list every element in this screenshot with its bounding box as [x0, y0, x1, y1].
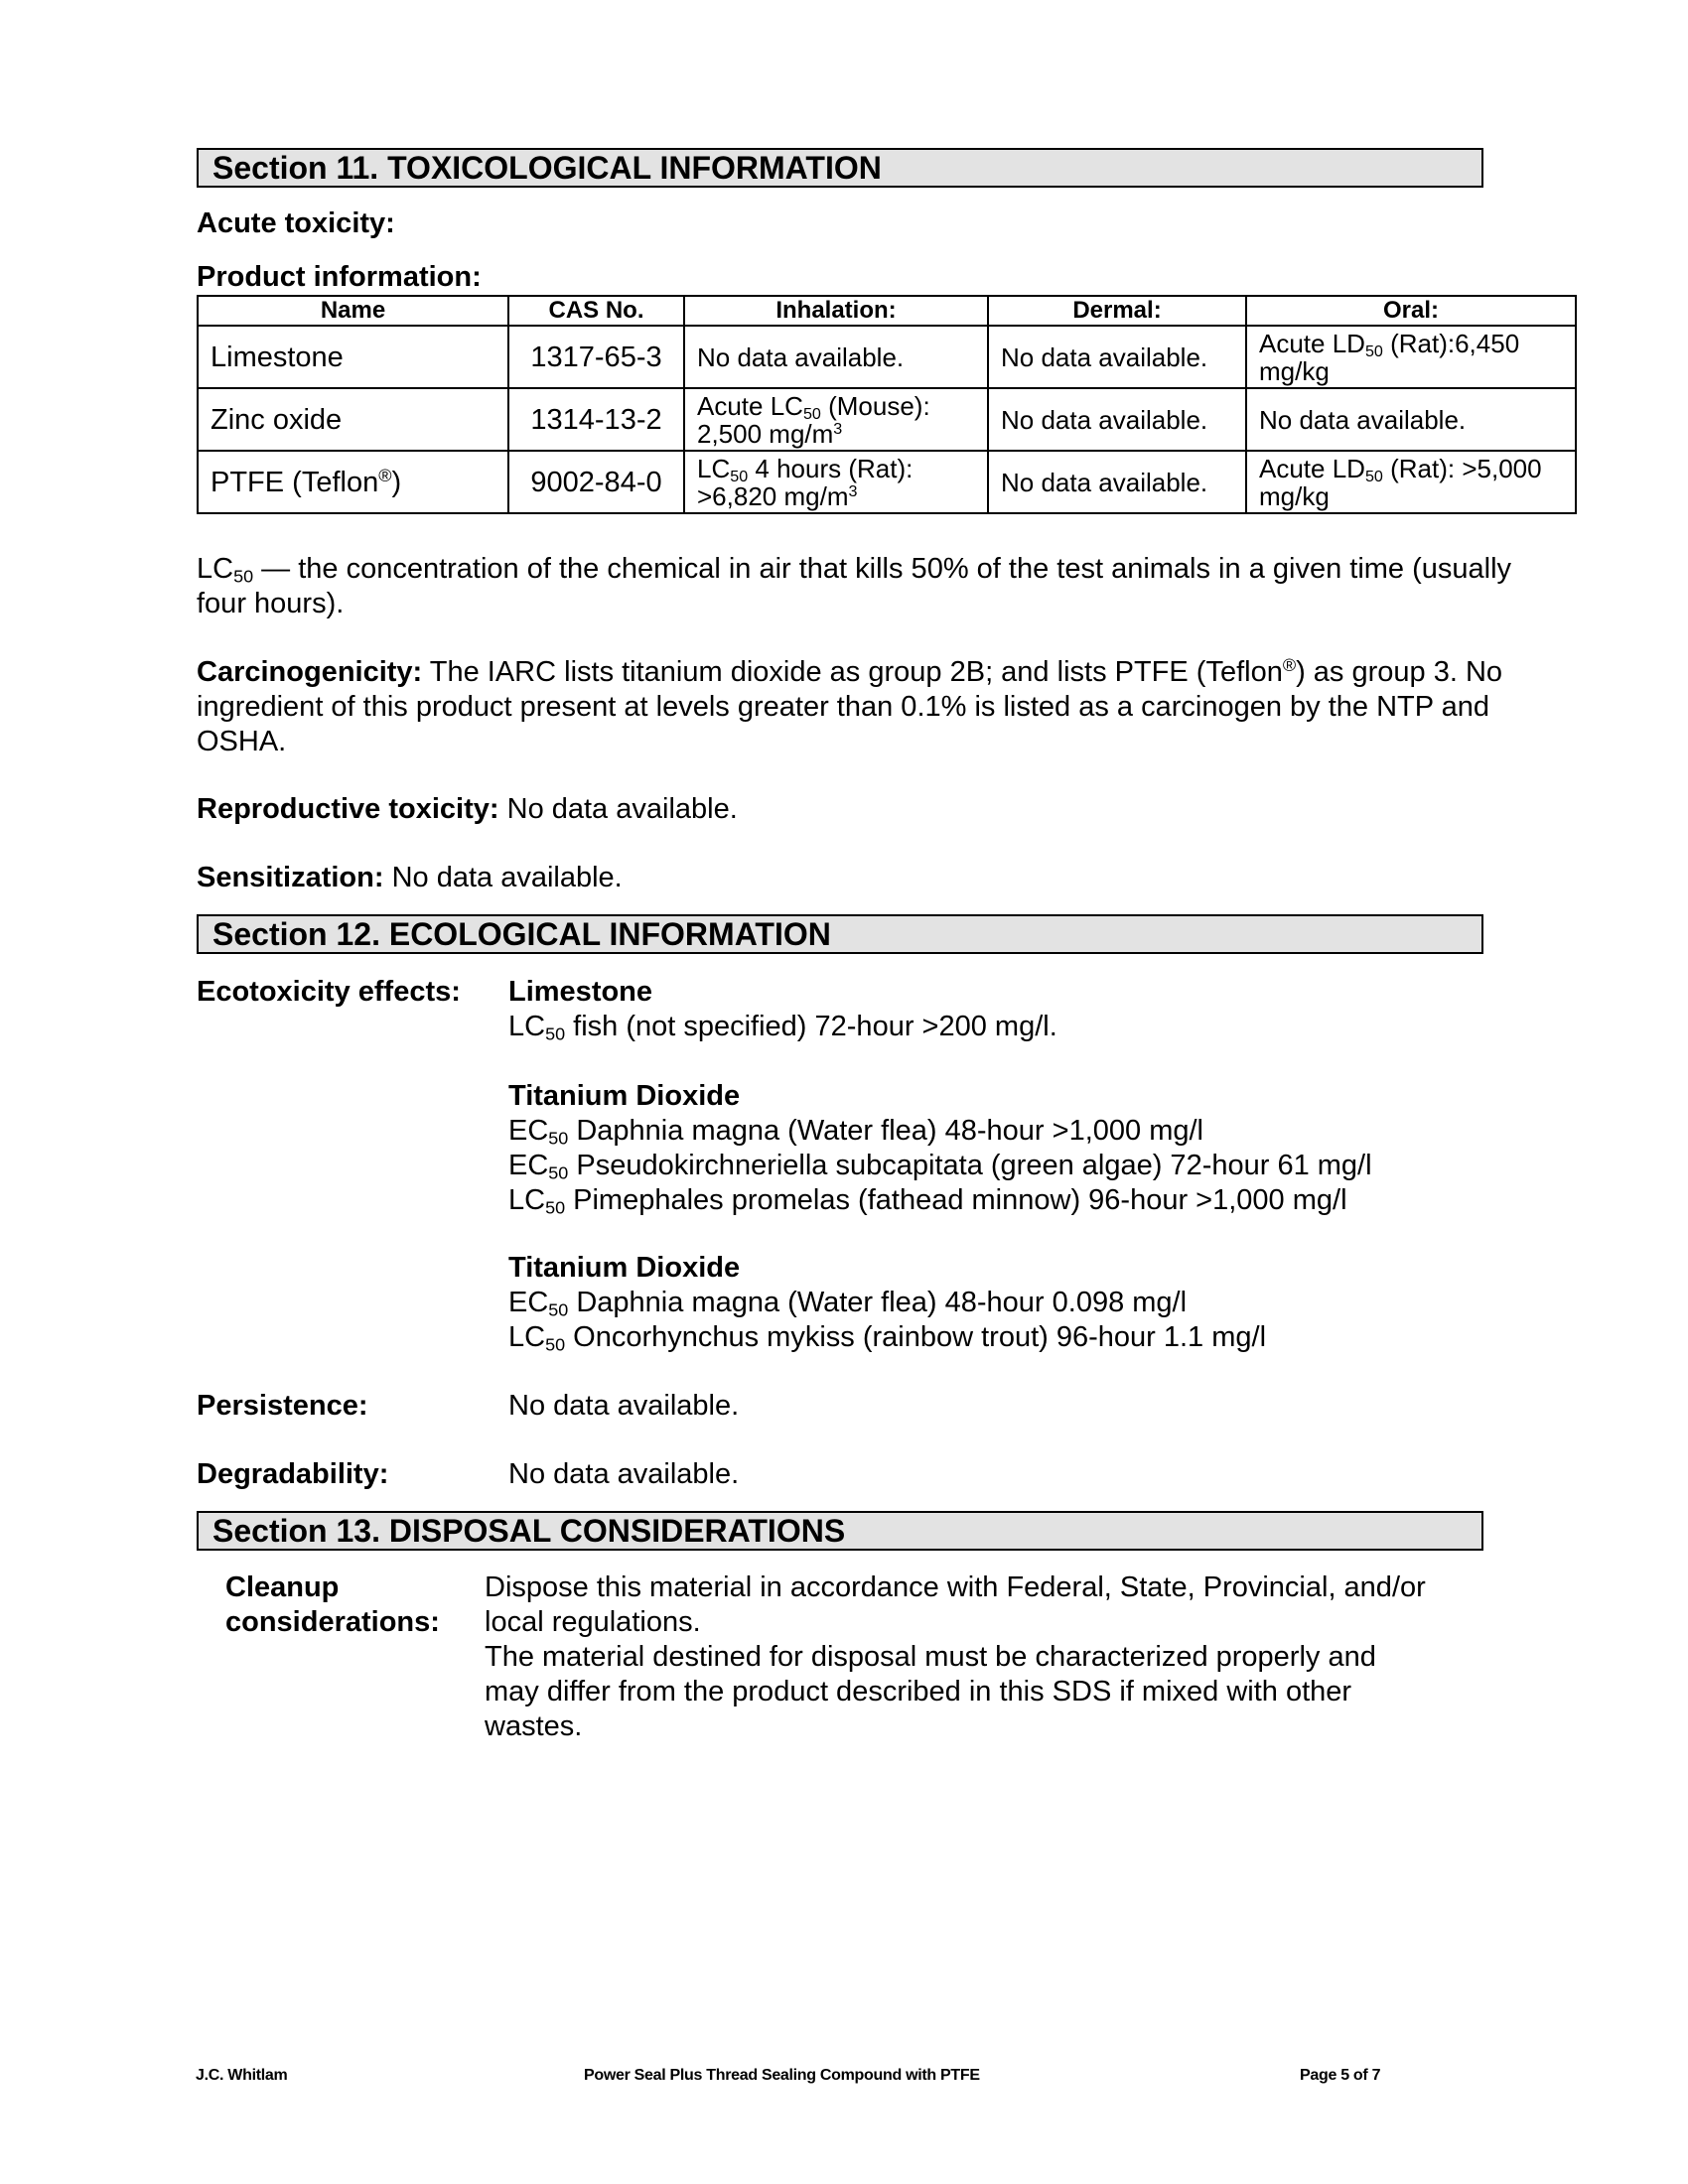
cell-dermal: No data available. — [988, 388, 1246, 451]
cell-name: Zinc oxide — [198, 388, 508, 451]
cleanup-text: Dispose this material in accordance with Federal, State, Provincial, and/or local regulations. The material destined for disposal must be characterized properly and may differ from the product described in this SDS if mixed with other wastes. — [485, 1571, 1426, 1742]
ecotoxicity-group — [508, 1079, 1551, 1218]
eco-line: $LC_{50}$ Pimephales promelas (fathead minnow) 96-hour >1,000 mg/l — [508, 1184, 1347, 1218]
col-header-cas: CAS No. — [508, 296, 684, 326]
degradability-label: Degradability: — [197, 1458, 389, 1490]
table-row — [198, 451, 1576, 513]
table-header-row — [198, 296, 1576, 326]
cell-inhalation: $LC_{50}$ 4 hours (Rat): >6,820 $mg/m^3$ — [684, 451, 988, 513]
eco-line: $EC_{50}$ Daphnia magna (Water flea) 48-hour 0.098 mg/l — [508, 1287, 1188, 1320]
footer-product: Power Seal Plus Thread Sealing Compound with PTFE — [584, 2067, 980, 2084]
ecotoxicity-group — [508, 975, 1551, 1044]
section-12-header: Section 12. ECOLOGICAL INFORMATION — [197, 914, 1483, 954]
carcinogenicity-paragraph: Carcinogenicity: The IARC lists titanium dioxide as group 2B; and lists PTFE (Teflon®) as group 3. No ingredient of this product present at levels greater than 0.1% is listed as a carcinogen by the NTP and OSHA. — [197, 655, 1503, 757]
acute-toxicity-table — [197, 295, 1577, 514]
eco-line: $LC_{50}$ Oncorhynchus mykiss (rainbow trout) 96-hour 1.1 mg/l — [508, 1321, 1267, 1355]
table-row — [198, 388, 1576, 451]
cell-dermal: No data available. — [988, 451, 1246, 513]
cell-inhalation: No data available. — [684, 326, 988, 388]
table-row — [198, 326, 1576, 388]
cell-oral: Acute $LD_{50}$ (Rat):6,450 mg/kg — [1246, 326, 1576, 388]
eco-line: $EC_{50}$ Pseudokirchneriella subcapitata (green algae) 72-hour 61 mg/l — [508, 1150, 1372, 1183]
eco-line: $EC_{50}$ Daphnia magna (Water flea) 48-hour >1,000 mg/l — [508, 1115, 1203, 1149]
group-heading: Limestone — [508, 976, 653, 1008]
cell-cas: 9002-84-0 — [508, 451, 684, 513]
eco-line: $LC_{50}$ fish (not specified) 72-hour >200 mg/l. — [508, 1011, 1057, 1044]
cleanup-label: Cleanup considerations: — [225, 1571, 440, 1638]
col-header-inhalation: Inhalation: — [684, 296, 988, 326]
persistence-value: No data available. — [508, 1390, 740, 1422]
cell-oral: Acute $LD_{50}$ (Rat): >5,000 mg/kg — [1246, 451, 1576, 513]
cell-cas: 1314-13-2 — [508, 388, 684, 451]
reproductive-toxicity: Reproductive toxicity: No data available. — [197, 793, 738, 825]
cell-name: Limestone — [198, 326, 508, 388]
acute-toxicity-label: Acute toxicity: — [197, 207, 395, 239]
col-header-dermal: Dermal: — [988, 296, 1246, 326]
persistence-label: Persistence: — [197, 1390, 368, 1422]
cell-inhalation: Acute $LC_{50}$ (Mouse): 2,500 $mg/m^3$ — [684, 388, 988, 451]
lc50-definition: $LC_{50}$ — the concentration of the chemical in air that kills 50% of the test animals in a given time (usually four hours). — [197, 553, 1512, 619]
col-header-oral: Oral: — [1246, 296, 1576, 326]
footer-author: J.C. Whitlam — [196, 2067, 288, 2084]
group-heading: Titanium Dioxide — [508, 1080, 741, 1112]
footer-page-number: Page 5 of 7 — [1300, 2067, 1381, 2084]
sensitization: Sensitization: No data available. — [197, 862, 623, 893]
cell-oral: No data available. — [1246, 388, 1576, 451]
carcinogenicity-label: Carcinogenicity: — [197, 656, 423, 688]
product-information-label: Product information: — [197, 261, 482, 293]
section-11-header: Section 11. TOXICOLOGICAL INFORMATION — [197, 148, 1483, 188]
ecotoxicity-group — [508, 1251, 1551, 1355]
cell-cas: 1317-65-3 — [508, 326, 684, 388]
cell-name: PTFE (Teflon®) — [198, 451, 508, 513]
group-heading: Titanium Dioxide — [508, 1252, 741, 1284]
cell-dermal: No data available. — [988, 326, 1246, 388]
section-13-header: Section 13. DISPOSAL CONSIDERATIONS — [197, 1511, 1483, 1551]
degradability-value: No data available. — [508, 1458, 740, 1490]
col-header-name: Name — [198, 296, 508, 326]
ecotoxicity-label: Ecotoxicity effects: — [197, 976, 461, 1008]
